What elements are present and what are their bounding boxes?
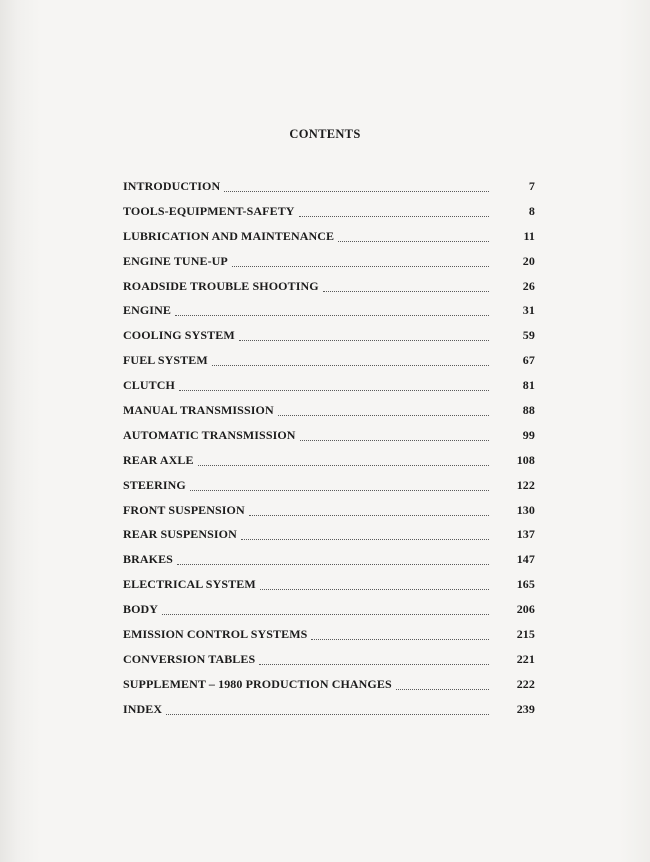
toc-entry-label: FUEL SYSTEM: [123, 353, 208, 368]
toc-entry-label: ELECTRICAL SYSTEM: [123, 577, 256, 592]
toc-entry-label: FRONT SUSPENSION: [123, 502, 245, 517]
toc-page-number: 239: [516, 701, 535, 716]
dot-leader: [396, 677, 489, 690]
toc-entry-label: BODY: [123, 602, 159, 617]
toc-page-number: 130: [516, 502, 535, 517]
toc-row[interactable]: [123, 448, 535, 473]
dot-leader: [239, 328, 489, 341]
toc-page-number: 147: [516, 552, 535, 567]
toc-entry-label: AUTOMATIC TRANSMISSION: [123, 427, 296, 442]
dot-leader: [249, 503, 489, 516]
toc-page-number: 222: [516, 676, 535, 691]
toc-page-number: 99: [522, 427, 535, 442]
toc-entry-label: STEERING: [123, 477, 186, 492]
toc-entry-label: CLUTCH: [123, 378, 175, 393]
toc-row[interactable]: [123, 323, 535, 348]
dot-leader: [338, 229, 489, 242]
toc-page-number: 8: [528, 203, 535, 218]
toc-entry-label: COOLING SYSTEM: [123, 328, 235, 343]
toc-row[interactable]: [123, 373, 535, 398]
toc-page-number: 88: [522, 402, 535, 417]
dot-leader: [299, 204, 489, 217]
toc-row[interactable]: [123, 697, 535, 722]
toc-entry-label: MANUAL TRANSMISSION: [123, 402, 274, 417]
toc-page-number: 165: [516, 577, 535, 592]
dot-leader: [311, 627, 489, 640]
toc-row[interactable]: [123, 473, 535, 498]
toc-row[interactable]: [123, 249, 535, 274]
toc-entry-label: TOOLS-EQUIPMENT-SAFETY: [123, 203, 295, 218]
toc-row[interactable]: [123, 572, 535, 597]
dot-leader: [224, 179, 489, 192]
toc-page-number: 7: [528, 178, 535, 193]
dot-leader: [190, 478, 489, 491]
toc-page-number: 26: [522, 278, 535, 293]
toc-row[interactable]: [123, 672, 535, 697]
dot-leader: [198, 453, 489, 466]
dot-leader: [323, 279, 489, 292]
dot-leader: [175, 303, 489, 316]
dot-leader: [300, 428, 489, 441]
dot-leader: [162, 602, 489, 615]
toc-page-number: 122: [516, 477, 535, 492]
toc-entry-label: BRAKES: [123, 552, 173, 567]
toc-row[interactable]: [123, 298, 535, 323]
toc-page-number: 59: [522, 328, 535, 343]
toc-page-number: 11: [523, 228, 535, 243]
toc-row[interactable]: [123, 224, 535, 249]
dot-leader: [260, 577, 489, 590]
dot-leader: [212, 353, 489, 366]
toc-entry-label: LUBRICATION AND MAINTENANCE: [123, 228, 335, 243]
toc-entry-label: ROADSIDE TROUBLE SHOOTING: [123, 278, 319, 293]
toc-row[interactable]: [123, 174, 535, 199]
toc-page-number: 221: [516, 651, 535, 666]
toc-row[interactable]: [123, 597, 535, 622]
toc-row[interactable]: [123, 498, 535, 523]
dot-leader: [241, 527, 489, 540]
toc-entry-label: INDEX: [123, 701, 163, 716]
toc-page-number: 215: [516, 626, 535, 641]
toc-entry-label: ENGINE: [123, 303, 171, 318]
toc-row[interactable]: [123, 423, 535, 448]
toc-entry-label: REAR AXLE: [123, 452, 194, 467]
toc-page-number: 31: [522, 303, 535, 318]
toc-entry-label: CONVERSION TABLES: [123, 651, 256, 666]
toc-page-number: 137: [516, 527, 535, 542]
toc-page-number: 108: [516, 452, 535, 467]
dot-leader: [166, 702, 489, 715]
dot-leader: [179, 378, 489, 391]
toc-entry-label: INTRODUCTION: [123, 178, 221, 193]
toc-row[interactable]: [123, 647, 535, 672]
toc-row[interactable]: [123, 522, 535, 547]
toc-row[interactable]: [123, 348, 535, 373]
toc-page-number: 206: [516, 602, 535, 617]
toc-row[interactable]: [123, 398, 535, 423]
toc-page-number: 81: [522, 378, 535, 393]
toc-row[interactable]: [123, 274, 535, 299]
toc-entry-label: REAR SUSPENSION: [123, 527, 237, 542]
dot-leader: [232, 254, 489, 267]
toc-row[interactable]: [123, 199, 535, 224]
table-of-contents: [123, 174, 535, 722]
toc-row[interactable]: [123, 547, 535, 572]
dot-leader: [177, 552, 489, 565]
toc-entry-label: SUPPLEMENT – 1980 PRODUCTION CHANGES: [123, 676, 392, 691]
dot-leader: [259, 652, 489, 665]
toc-row[interactable]: [123, 622, 535, 647]
toc-entry-label: ENGINE TUNE-UP: [123, 253, 228, 268]
toc-page-number: 67: [522, 353, 535, 368]
contents-title: CONTENTS: [289, 127, 361, 141]
toc-entry-label: EMISSION CONTROL SYSTEMS: [123, 626, 308, 641]
toc-page-number: 20: [522, 253, 535, 268]
dot-leader: [278, 403, 489, 416]
